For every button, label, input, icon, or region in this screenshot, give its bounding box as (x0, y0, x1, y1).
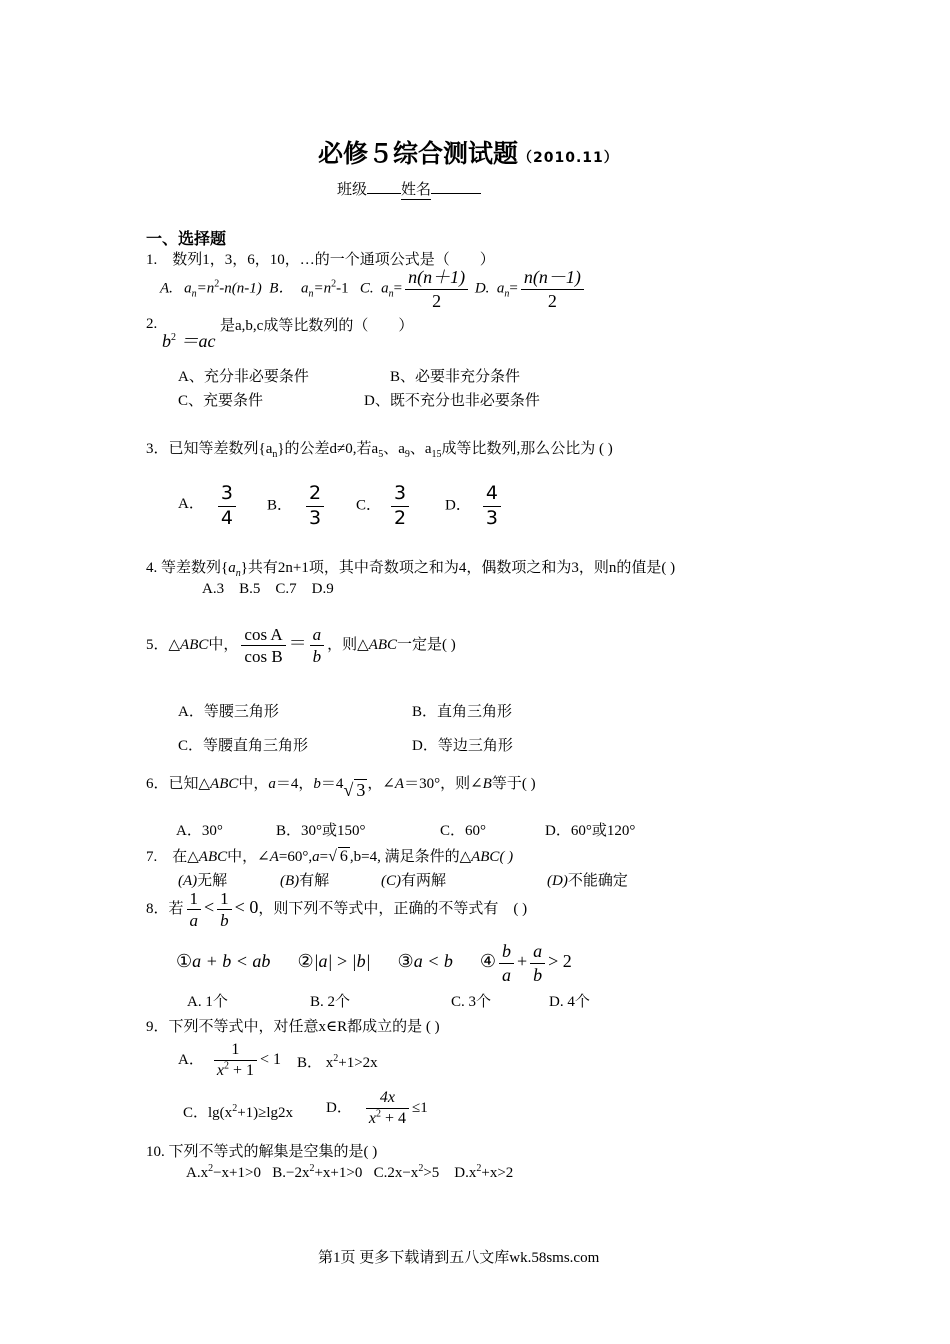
q5-option-b: B．直角三角形 (412, 704, 513, 720)
q9-option-b: B． $x^2+1>2x$ (297, 1053, 378, 1071)
q4-option-a: A.3 (202, 581, 225, 597)
q6-stem: 6．已知△ABC中，a＝4，b＝4√ 3 ，∠A＝30°，则∠B等于( ) (146, 776, 536, 800)
q1-a-label: A. (160, 280, 173, 297)
q4-option-d: D.9 (311, 581, 334, 597)
q10-stem: 10. 下列不等式的解集是空集的是( ) (146, 1144, 378, 1160)
q8-option-b: B. 2个 (310, 994, 351, 1010)
q10-options (186, 1165, 513, 1182)
q5-option-d: D．等边三角形 (412, 738, 513, 754)
q9-a-fraction: $\frac{1}{x^2 + 1}$ (214, 1040, 257, 1081)
q4-option-c: C.7 (275, 581, 297, 597)
title-date: （2010.11） (518, 150, 619, 166)
q8-fraction-1a: $\frac{1}{a}$ (187, 888, 202, 932)
q8-fraction-ab: $\frac{a}{b}$ (530, 940, 545, 986)
q2-option-d: D、既不充分也非必要条件 (364, 393, 540, 409)
q2-stem: 是a,b,c成等比数列的（ ） (220, 318, 414, 334)
q1-b-expr: -1 (336, 280, 349, 297)
page-title (318, 134, 619, 170)
q2-option-b: B、必要非充分条件 (390, 369, 521, 385)
q5-fraction-cos: $\frac{\text{cos A}}{\text{cos B}}$ (241, 624, 285, 668)
q10-option-d: $D.x^2+x>2$ (454, 1163, 514, 1181)
q7-stem: 7. 在△ABC中，∠A=60°,a=√ 6 ,b=4, 满足条件的△ABC( ) (146, 848, 514, 865)
q8-option-d: D. 4个 (549, 994, 590, 1010)
q1-d-label: D. (474, 280, 490, 297)
name-blank (431, 179, 481, 194)
q1-b-label: B． (269, 280, 294, 297)
q5-fraction-ab: $\frac{a}{b}$ (310, 624, 325, 668)
q6-sqrt: √ 3 (343, 780, 366, 800)
q3-option-a: A． $\frac{3}{4}$ (178, 482, 239, 531)
q4-option-b: B.5 (239, 581, 261, 597)
q9-stem: 9．下列不等式中，对任意x∈R都成立的是 ( ) (146, 1019, 440, 1035)
q3-option-c: C． $\frac{3}{2}$ (356, 482, 412, 531)
q10-option-b: $B.-2x^2+x+1>0$ (272, 1163, 363, 1181)
q1-c-fraction: $\frac{n(n+1)}{2}$ (405, 266, 468, 312)
q4-options (202, 581, 334, 598)
q1-options: A. $a_n=n^2-n(n-1)$ B． $a_n=n^2-1$ C. $a_n=$ $\frac{n(n+1)}{2}$ D. $a_n=$ $\frac{n(n-1)}{2}$ (160, 266, 587, 312)
q3-option-b: B． $\frac{2}{3}$ (267, 482, 327, 531)
q1-c-label: C. (359, 280, 374, 297)
q8-fraction-1b: $\frac{1}{b}$ (217, 888, 232, 932)
q3-option-d: D． $\frac{4}{3}$ (445, 482, 504, 531)
q8-fraction-ba: $\frac{b}{a}$ (499, 940, 514, 986)
q10-option-a: $A.x^2-x+1>0$ (186, 1163, 261, 1181)
q8-option-c: C. 3个 (451, 994, 492, 1010)
q5-option-a: A．等腰三角形 (178, 704, 279, 720)
q8-option-a: A. 1个 (187, 994, 228, 1010)
class-name-line (337, 178, 481, 200)
q5-stem: 5．△ABC中， $\frac{\text{cos A}}{\text{cos B}}$ ＝ $\frac{a}{b}$ ，则△ABC一定是( ) (146, 625, 456, 667)
q2-option-a: A、充分非必要条件 (178, 369, 309, 385)
q8-statements: ①a + b < ab ②|a| > |b| ③a < b ④ $\frac{b}{a}$ + $\frac{a}{b}$ > 2 (176, 941, 572, 985)
class-label: 班级 (337, 182, 368, 198)
q7-option-b: (B)有解 (280, 873, 330, 889)
q4-stem: 4. 等差数列$\{a_n\}$共有2n+1项，其中奇数项之和为4，偶数项之和为3，则n的值是( ) (146, 560, 676, 579)
q9-option-a: A． $\frac{1}{x^2 + 1}$ < 1 (178, 1041, 282, 1079)
q2-formula: $b^2 =ac$ (162, 331, 216, 351)
q7-option-a: (A)无解 (178, 873, 228, 889)
q8-stem: 8．若 $\frac{1}{a}$ < $\frac{1}{b}$ < 0，则下列不等式中，正确的不等式有 ( ) (146, 889, 528, 931)
q6-option-b: B．30°或150° (276, 823, 366, 839)
class-blank (367, 179, 401, 194)
q3-stem: 3．已知等差数列$\{a_n\}$的公差d≠0,若$a_5$、$a_9$、$a_{15}$成等比数列,那么公比为 ( ) (146, 441, 613, 460)
q6-option-c: C．60° (440, 823, 487, 839)
q9-option-c: C．$\lg(x^2+1)\ge\lg 2x$ (183, 1103, 294, 1121)
q2-number: 2. (146, 316, 158, 332)
q7-option-c: (C)有两解 (381, 873, 447, 889)
q7-sqrt: √ 6 (328, 848, 348, 865)
q7-option-d: (D)不能确定 (547, 873, 628, 889)
q6-option-d: D．60°或120° (545, 823, 636, 839)
q10-option-c: $C.2x-x^2>5$ (373, 1163, 440, 1181)
q1-d-fraction: $\frac{n(n-1)}{2}$ (521, 266, 584, 312)
page-footer: 第1页 更多下载请到五八文库wk.58sms.com (318, 1250, 600, 1266)
q2-option-c: C、充要条件 (178, 393, 264, 409)
q1-a-expr: n(n-1) (224, 280, 262, 297)
q9-d-fraction: $\frac{4x}{x^2 + 4}$ (366, 1088, 409, 1129)
q1-stem: 1. 数列1，3，6，10，…的一个通项公式是（ ） (146, 252, 495, 268)
q6-option-a: A．30° (176, 823, 223, 839)
section-heading: 一、选择题 (146, 229, 227, 248)
q9-option-d: D． $\frac{4x}{x^2 + 4}$ ≤1 (326, 1089, 428, 1127)
title-text: 必修５综合测试题 (318, 139, 519, 168)
q5-option-c: C．等腰直角三角形 (178, 738, 309, 754)
name-label: 姓名 (401, 178, 431, 200)
